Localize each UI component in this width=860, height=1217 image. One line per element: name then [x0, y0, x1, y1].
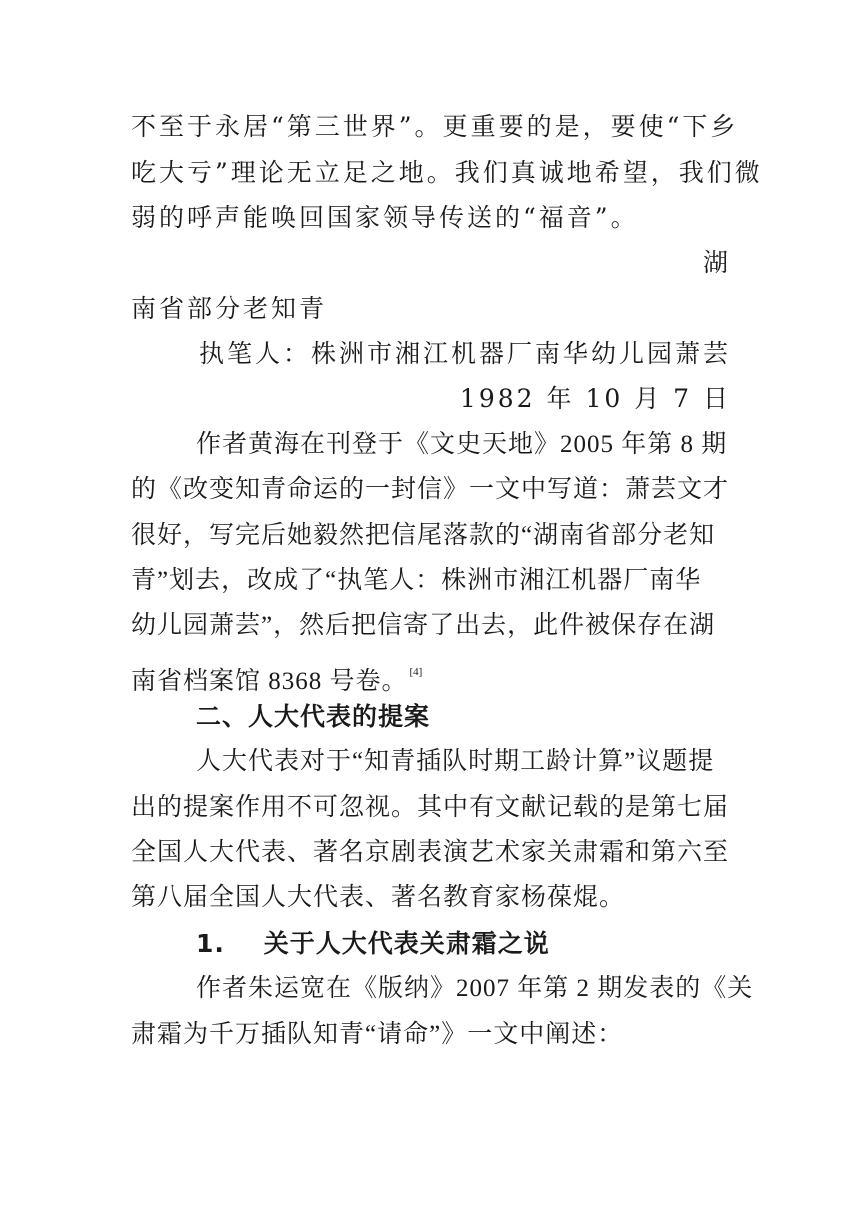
letter-signature: 湖 — [702, 248, 731, 277]
letter-writer: 执笔人：株洲市湘江机器厂南华幼儿园萧芸 — [198, 339, 731, 368]
paragraph-line: 肃霜为千万插队知青“请命”》一文中阐述： — [131, 1021, 624, 1048]
paragraph-line: 作者朱运宽在《版纳》2007 年第 2 期发表的《关 — [196, 975, 754, 1002]
letter-line: 不至于永居“第三世界”。更重要的是，要使“下乡 — [131, 112, 739, 141]
paragraph-line: 作者黄海在刊登于《文史天地》2005 年第 8 期 — [196, 431, 728, 458]
paragraph-line: 青”划去，改成了“执笔人：株洲市湘江机器厂南华 — [131, 567, 702, 594]
paragraph-line: 第八届全国人大代表、著名教育家杨葆焜。 — [131, 884, 626, 911]
letter-date: 1982 年 10 月 7 日 — [459, 384, 731, 413]
paragraph-line: 很好，写完后她毅然把信尾落款的“湖南省部分老知 — [131, 522, 716, 549]
letter-signature: 南省部分老知青 — [131, 294, 328, 323]
paragraph-line — [131, 652, 731, 695]
paragraph-line: 幼儿园萧芸”，然后把信寄了出去，此件被保存在湖 — [131, 612, 716, 639]
section-heading: 二、人大代表的提案 — [196, 702, 431, 731]
letter-line: 吃大亏”理论无立足之地。我们真诚地希望，我们微 — [131, 158, 763, 187]
letter-line: 弱的呼声能唤回国家领导传送的“福音”。 — [131, 203, 639, 232]
paragraph-text: 南省档案馆 8368 号卷。 — [131, 668, 408, 695]
paragraph-line: 人大代表对于“知青插队时期工龄计算”议题提 — [196, 748, 715, 775]
paragraph-line: 的《改变知青命运的一封信》一文中写道：萧芸文才 — [131, 476, 730, 503]
subsection-heading: 1. 关于人大代表关肃霜之说 — [196, 929, 550, 958]
paragraph-line: 全国人大代表、著名京剧表演艺术家关肃霜和第六至 — [131, 839, 730, 866]
paragraph-line: 出的提案作用不可忽视。其中有文献记载的是第七届 — [131, 794, 730, 821]
footnote-reference: [4] — [409, 666, 423, 678]
